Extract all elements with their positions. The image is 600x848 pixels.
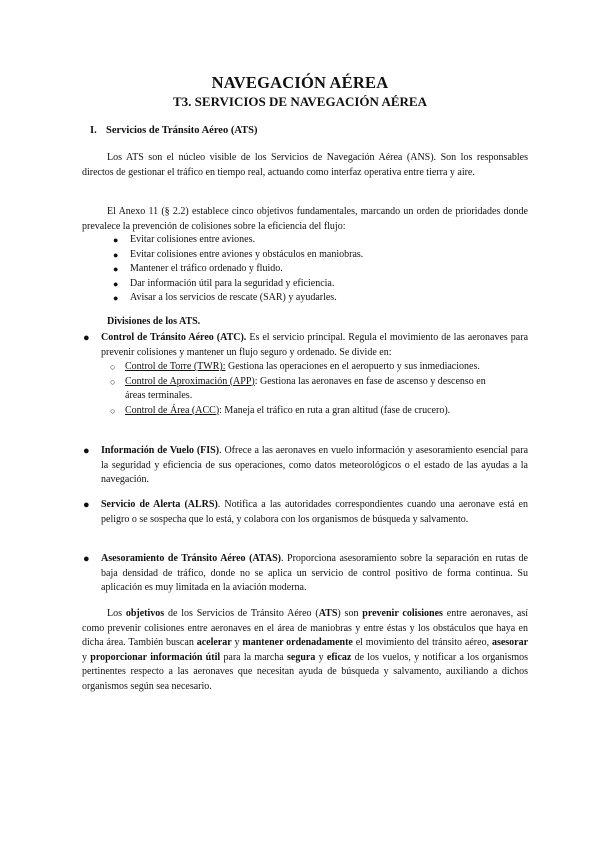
circle-bullet-icon: ○ bbox=[110, 376, 116, 387]
bullet-icon: ● bbox=[113, 264, 119, 275]
bullet-icon: ● bbox=[83, 445, 90, 457]
list-item: ● Avisar a los servicios de rescate (SAR) y ayudarles. bbox=[113, 291, 533, 306]
division-desc: Es el servicio principal. Regula el movimiento de las aeronaves para prevenir colisiones y mantener un flujo seguro y ordenado. Se divide en: bbox=[101, 332, 529, 358]
list-item bbox=[82, 331, 528, 360]
list-item bbox=[82, 498, 528, 527]
section-number: I. bbox=[90, 125, 97, 136]
list-item: ● Evitar colisiones entre aviones y obstáculos en maniobras. bbox=[113, 248, 533, 263]
list-item bbox=[82, 444, 528, 488]
bullet-icon: ● bbox=[113, 235, 119, 245]
division-desc: . Notifica a las autoridades correspondientes cuando una aeronave está en peligro o se sospecha que lo está, y colabora con los organismos de búsqueda y salvamento. bbox=[101, 499, 528, 525]
bullet-icon: ● bbox=[83, 499, 90, 511]
division-name: Información de Vuelo (FIS) bbox=[101, 445, 220, 456]
bullet-icon: ● bbox=[113, 249, 119, 260]
intro-paragraph: Los ATS son el núcleo visible de los Servicios de Navegación Aérea (ANS). Son los responsables directos de gestionar el tráfico en tiempo real, actuando como interfaz operativa entre tierra y aire. bbox=[82, 152, 528, 178]
division-atas bbox=[82, 552, 528, 596]
list-item: ○ Control de Torre (TWR): Gestiona las operaciones en el aeropuerto y sus inmediaciones. bbox=[82, 360, 528, 375]
list-item: ● Evitar colisiones entre aviones. bbox=[113, 233, 533, 248]
division-atc bbox=[82, 331, 528, 418]
division-desc: . Proporciona asesoramiento sobre la separación en rutas de baja densidad de tráfico, donde no se aplica un servicio de control positivo de forma continua. Su aplicación es muy limitada en la aviación moderna. bbox=[101, 553, 528, 593]
section-heading bbox=[90, 125, 257, 136]
list-item: ○ Control de Aproximación (APP): Gestiona las aeronaves en fase de ascenso y descenso en áreas terminales. bbox=[110, 375, 486, 401]
document-title: NAVEGACIÓN AÉREA bbox=[211, 73, 389, 92]
bullet-icon: ● bbox=[113, 293, 119, 304]
division-alrs bbox=[82, 498, 528, 527]
anexo-paragraph: El Anexo 11 (§ 2.2) establece cinco objetivos fundamentales, marcando un orden de prioridades donde prevalece la prevención de colisiones sobre la eficiencia del flujo: bbox=[82, 206, 528, 232]
division-name: Servicio de Alerta (ALRS) bbox=[101, 499, 218, 510]
objectives-paragraph: Los objetivos de los Servicios de Tránsito Aéreo (ATS) son prevenir colisiones entre aeronaves, así como prevenir colisiones entre aeronaves en el área de maniobras y entre éstas y los obstáculos que haya en dicha área. También buscan acelerar y mantener ordenadamente el movimiento del tránsito aéreo, asesorar y proporcionar información útil para la marcha segura y eficaz de los vuelos, y notificar a los organismos pertinentes respecto a las aeronaves que necesitan ayuda de búsqueda y salvamento, auxiliando a dichos organismos según sea necesario. bbox=[82, 608, 529, 692]
document-subtitle: T3. SERVICIOS DE NAVEGACIÓN AÉREA bbox=[173, 94, 427, 109]
division-name: Asesoramiento de Tránsito Aéreo (ATAS) bbox=[101, 553, 281, 564]
bullet-icon: ● bbox=[83, 332, 90, 344]
bullet-icon: ● bbox=[113, 278, 119, 289]
list-item bbox=[82, 552, 528, 596]
circle-bullet-icon: ○ bbox=[110, 362, 116, 372]
divisions-title: Divisiones de los ATS. bbox=[107, 316, 201, 327]
section-heading-text: Servicios de Tránsito Aéreo (ATS) bbox=[106, 125, 258, 136]
circle-bullet-icon: ○ bbox=[110, 405, 116, 416]
division-name: Control de Tránsito Aéreo (ATC). bbox=[101, 332, 247, 343]
atc-sub-list bbox=[82, 360, 528, 418]
list-item: ● Mantener el tráfico ordenado y fluido. bbox=[113, 262, 533, 277]
list-item: ○ Control de Área (ACC): Maneja el tráfico en ruta a gran altitud (fase de crucero). bbox=[82, 404, 528, 419]
division-desc: . Ofrece a las aeronaves en vuelo información y asesoramiento esencial para la seguridad y eficiencia de sus operaciones, como datos meteorológicos o el estado de las ayudas a la navegación. bbox=[101, 445, 529, 485]
division-fis bbox=[82, 444, 528, 488]
list-item: ● Dar información útil para la seguridad y eficiencia. bbox=[113, 277, 533, 292]
bullet-icon: ● bbox=[83, 553, 90, 565]
objectives-list bbox=[113, 233, 533, 306]
